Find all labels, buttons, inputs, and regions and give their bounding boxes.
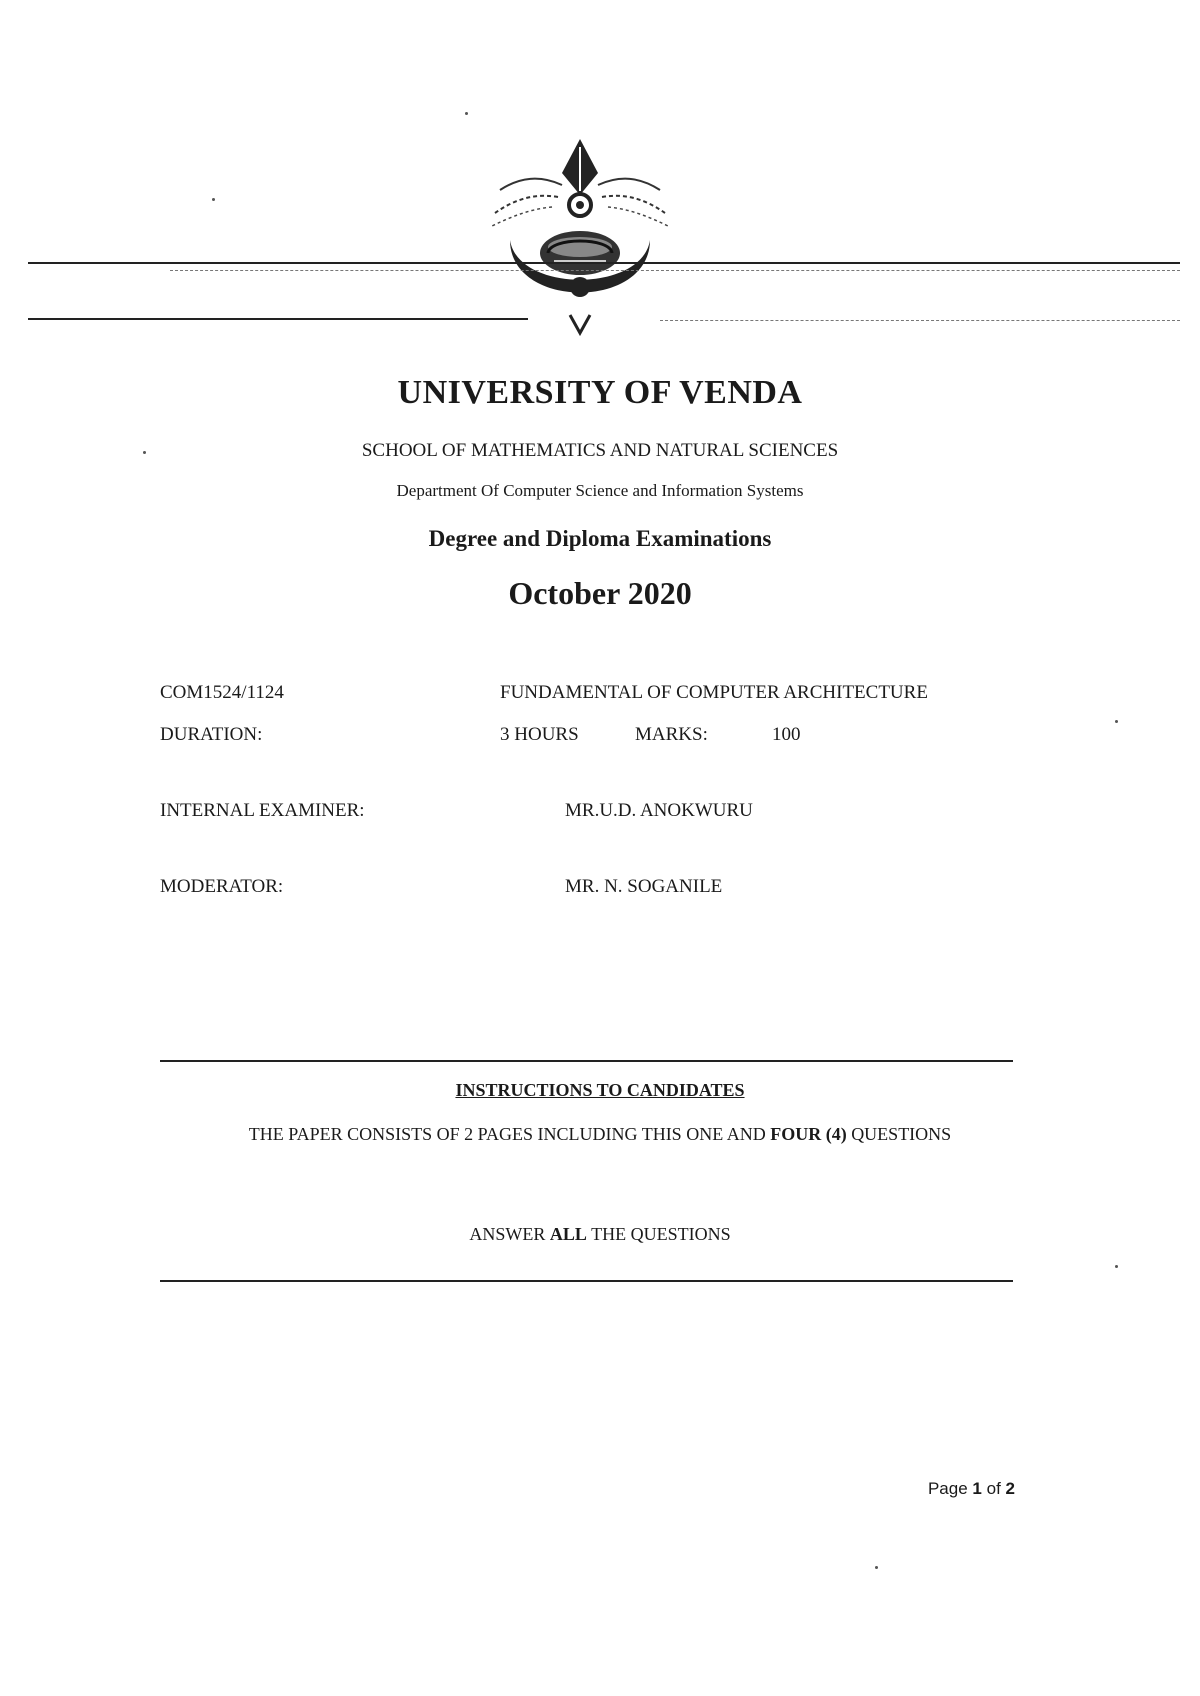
exam-session: October 2020 (508, 575, 692, 611)
scan-speck (212, 198, 215, 201)
instructions-rule-bottom (160, 1280, 1013, 1282)
scan-speck (875, 1566, 878, 1569)
marks-label: MARKS: (635, 724, 708, 745)
instructions-questions-word: QUESTIONS (851, 1124, 952, 1144)
instructions-line-answer (0, 1224, 1200, 1245)
header-rule-bottom (28, 318, 528, 320)
answer-prefix: ANSWER (469, 1224, 546, 1244)
answer-all: ALL (549, 1224, 587, 1244)
scan-speck (1115, 720, 1118, 723)
examiner-label: INTERNAL EXAMINER: (160, 800, 365, 821)
department-name: Department Of Computer Science and Information Systems (396, 481, 804, 500)
moderator-label: MODERATOR: (160, 876, 284, 897)
course-code: COM1524/1124 (160, 682, 284, 703)
page-prefix: Page (927, 1479, 968, 1498)
answer-suffix: THE QUESTIONS (591, 1224, 731, 1244)
instructions-rule-top (160, 1060, 1013, 1062)
university-name: UNIVERSITY OF VENDA (397, 374, 803, 411)
header-rule-top (28, 262, 1180, 264)
header-rule-top-faint (170, 270, 1180, 271)
header-rule-bottom-faint (660, 320, 1180, 321)
page-total: 2 (1005, 1479, 1015, 1498)
school-name: SCHOOL OF MATHEMATICS AND NATURAL SCIENCES (361, 440, 839, 461)
duration-value: 3 HOURS (500, 724, 579, 745)
instructions-title: INSTRUCTIONS TO CANDIDATES (455, 1080, 745, 1100)
page-of: of (986, 1479, 1001, 1498)
page-current: 1 (972, 1479, 982, 1498)
marks-value: 100 (772, 724, 801, 745)
scan-speck (1115, 1265, 1118, 1268)
examiner-value: MR.U.D. ANOKWURU (565, 800, 753, 821)
university-crest-logo (470, 135, 690, 345)
course-title: FUNDAMENTAL OF COMPUTER ARCHITECTURE (500, 682, 928, 703)
instructions-line-pages (0, 1124, 1200, 1145)
scan-speck (465, 112, 468, 115)
instructions-pages-text: THE PAPER CONSISTS OF 2 PAGES INCLUDING THIS ONE AND (248, 1124, 766, 1144)
exam-type: Degree and Diploma Examinations (428, 526, 772, 551)
duration-label: DURATION: (160, 724, 263, 745)
page-number (915, 1479, 1015, 1499)
instructions-question-count: FOUR (4) (770, 1124, 847, 1144)
moderator-value: MR. N. SOGANILE (565, 876, 723, 897)
